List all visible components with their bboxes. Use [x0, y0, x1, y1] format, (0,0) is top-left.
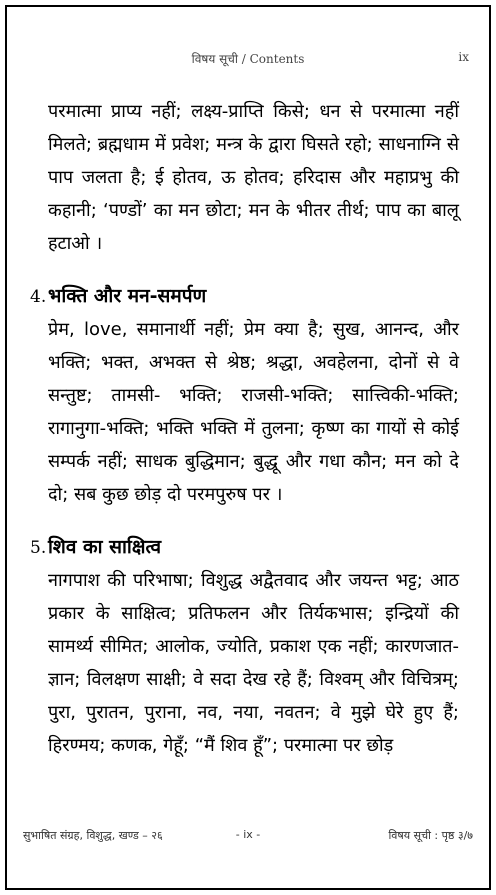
section-title: भक्ति और मन-समर्पण	[48, 285, 207, 307]
section-4	[30, 280, 459, 511]
intro-paragraph: परमात्मा प्राप्य नहीं; लक्ष्य-प्राप्ति किसे; धन से परमात्मा नहीं मिलते; ब्रह्मधाम में प्रवेश; मन्त्र के द्वारा घिसते रहो; साधनाग्नि से पाप जलता है; ई होतव, ऊ होतव; हरिदास और महाप्रभु की कहानी; ‘पण्डों’ का मन छोटा; मन के भीतर तीर्थ; पाप का बालू हटाओ ।	[48, 101, 459, 254]
contents-body	[30, 95, 459, 762]
section-paragraph: नागपाश की परिभाषा; विशुद्ध अद्वैतवाद और जयन्त भट्ट; आठ प्रकार के साक्षित्व; प्रतिफलन और तिर्यकभास; इन्द्रियों की सामर्थ्य सीमित; आलोक, ज्योति, प्रकाश एक नहीं; कारणजात-ज्ञान; विलक्षण साक्षी; वे सदा देख रहे हैं; विश्वम् और विचित्रम्; पुरा, पुरातन, पुराना, नव, नया, नवतन; वे मुझे घेरे हुए हैं; हिरण्मय; कणक, गेहूँ; “मैं शिव हूँ”; परमात्मा पर छोड़	[48, 570, 459, 756]
page-frame	[5, 5, 491, 890]
section-heading	[30, 531, 459, 564]
footer-page-number: - ix -	[235, 828, 261, 841]
section-number: 5.	[30, 538, 47, 558]
section-number: 4.	[30, 287, 47, 307]
section-title: शिव का साक्षित्व	[48, 536, 162, 558]
section-5	[30, 531, 459, 762]
header-title: विषय सूची / Contents	[191, 52, 305, 66]
footer-section-page: विषय सूची : पृष्ठ ३/७	[388, 829, 473, 842]
header-page-number: ix	[458, 50, 469, 64]
page-footer	[23, 828, 473, 846]
footer-book-title: सुभाषित संग्रह, विशुद्ध, खण्ड – २६	[23, 829, 163, 842]
page-header	[7, 45, 489, 65]
section-heading	[30, 280, 459, 313]
section-paragraph: प्रेम, love, समानार्थी नहीं; प्रेम क्या है; सुख, आनन्द, और भक्ति; भक्त, अभक्त से श्रेष्ठ; श्रद्धा, अवहेलना, दोनों से वे सन्तुष्ट; तामसी- भक्ति; राजसी-भक्ति; सात्त्विकी-भक्ति; रागानुगा-भक्ति; भक्ति भक्ति में तुलना; कृष्ण का गायों से कोई सम्पर्क नहीं; साधक बुद्धिमान; बुद्धू और गधा कौन; मन को दे दो; सब कुछ छोड़ दो परमपुरुष पर ।	[48, 319, 459, 505]
